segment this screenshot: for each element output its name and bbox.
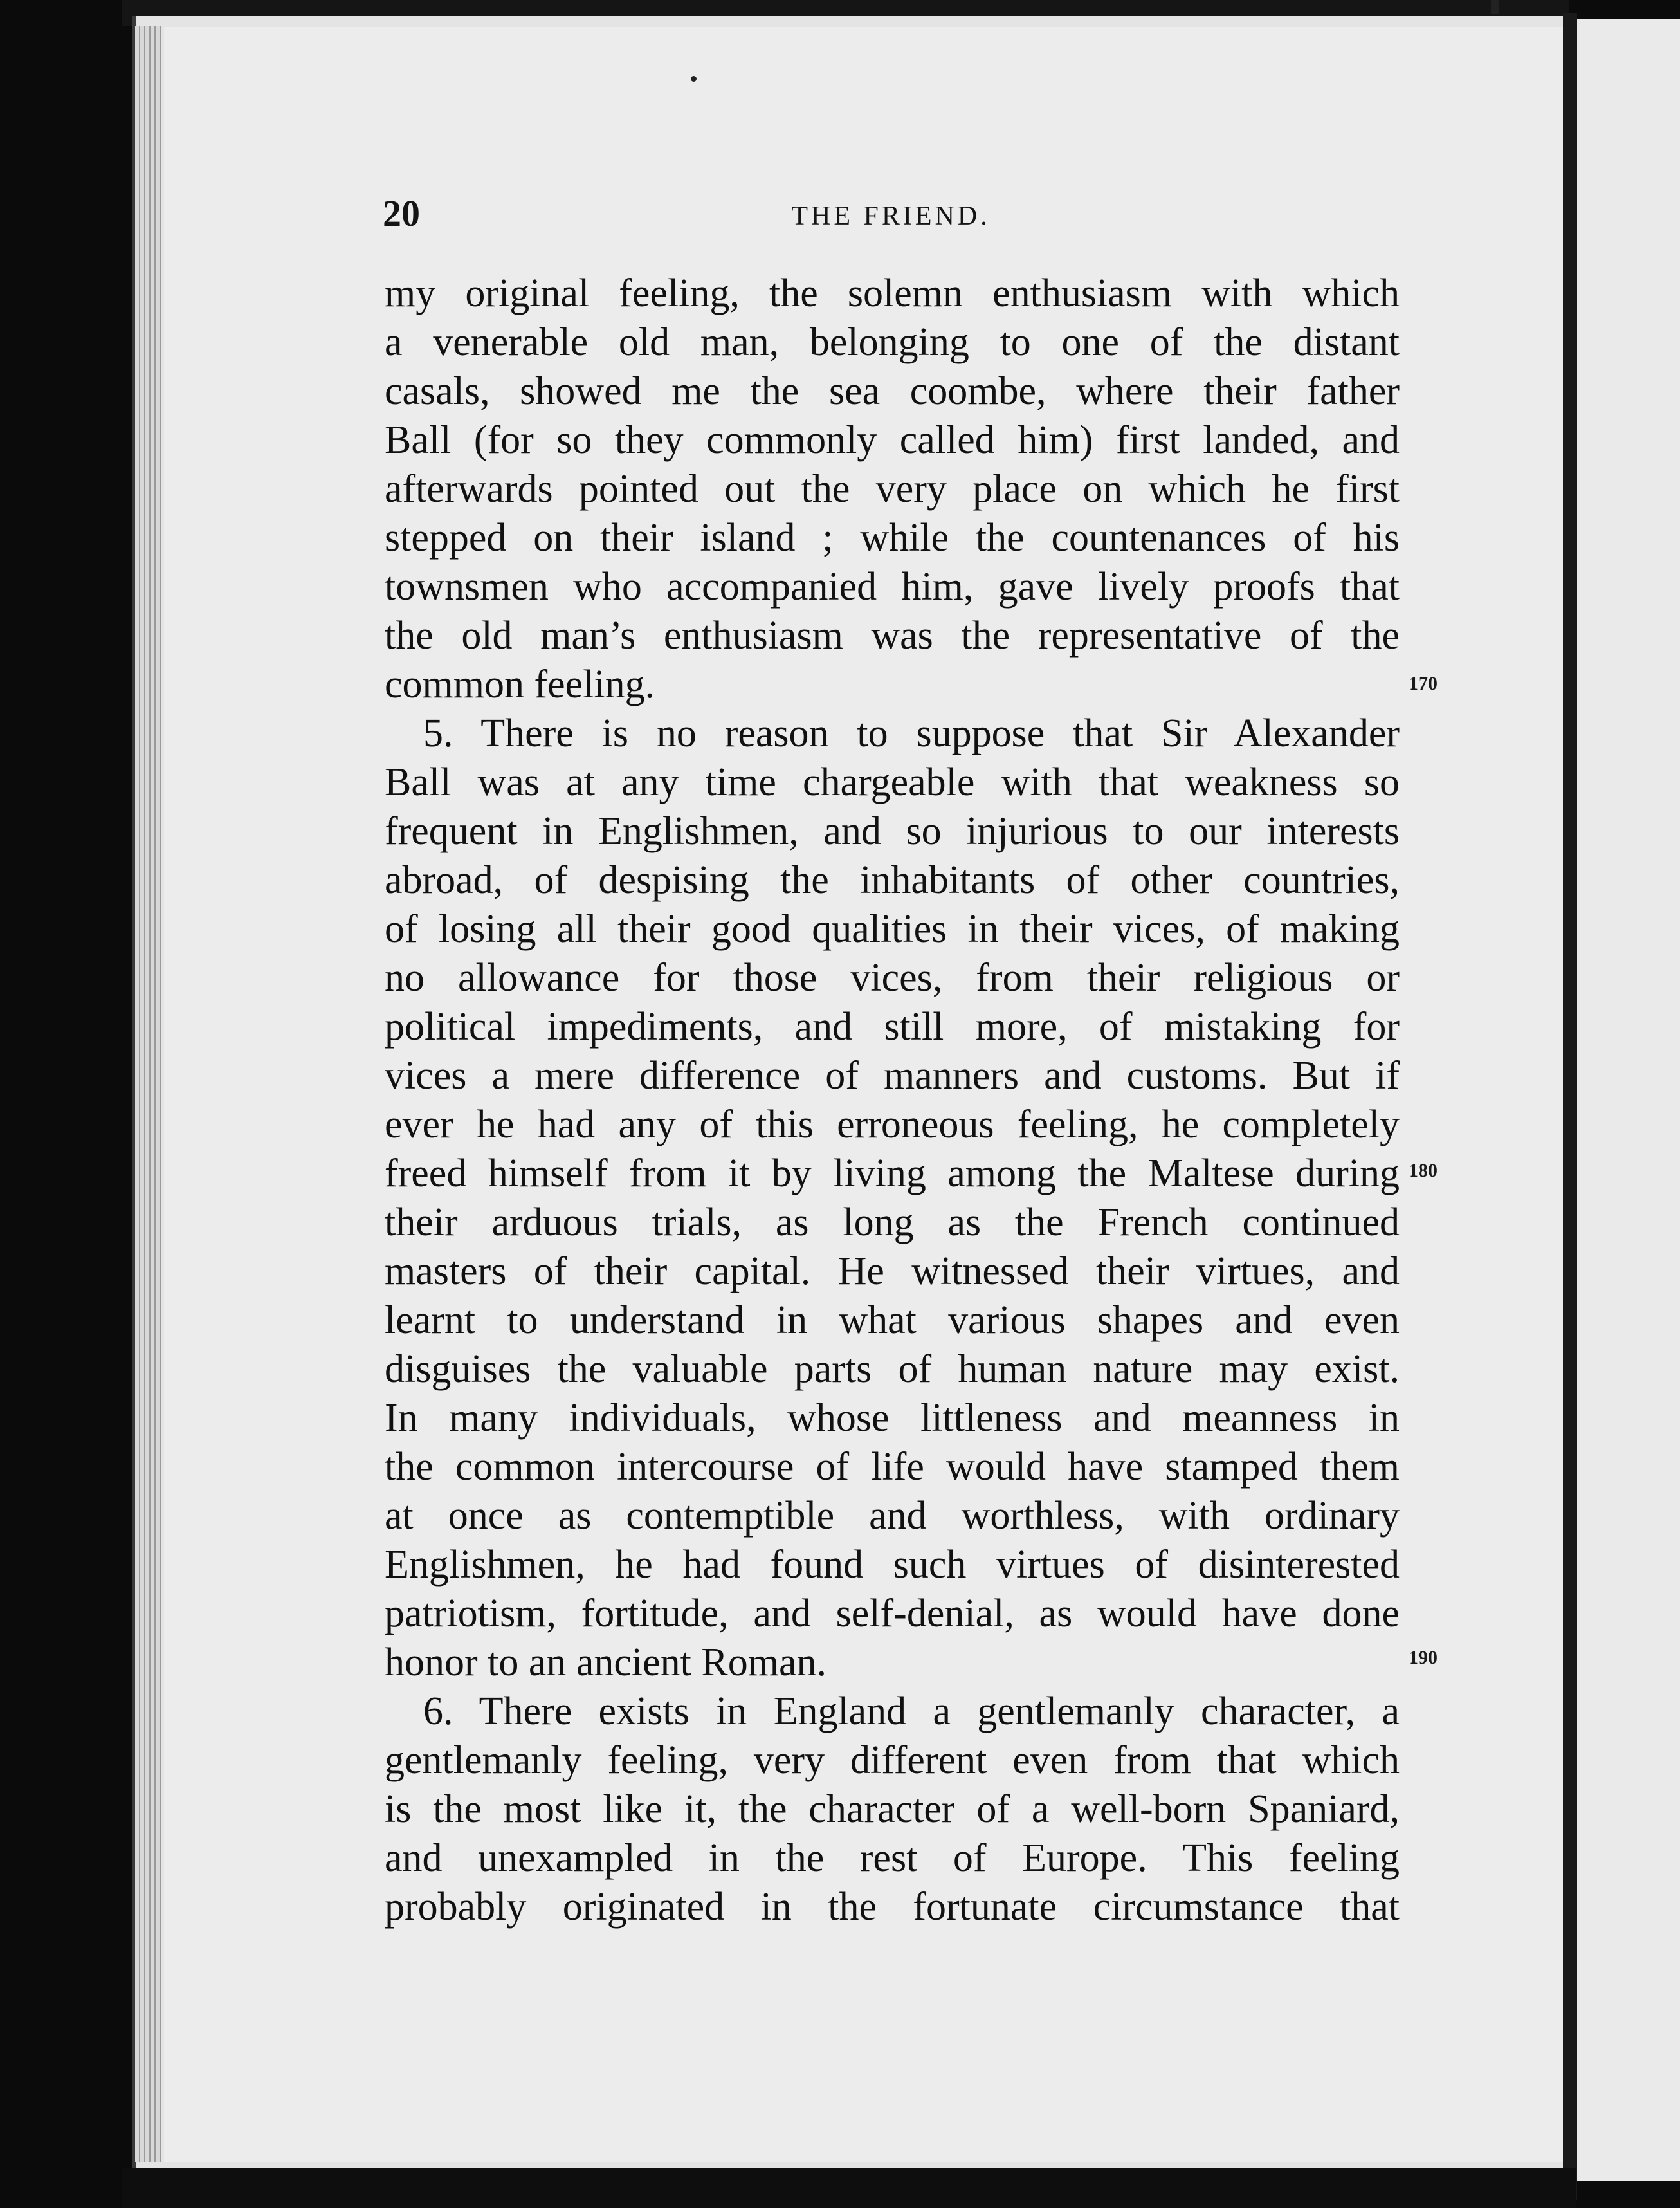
body-text	[385, 269, 1400, 1931]
text-line: vices a mere difference of manners and customs. But if	[385, 1054, 1400, 1098]
text-line: and unexampled in the rest of Europe. This feeling	[385, 1836, 1400, 1880]
ink-speck	[1491, 0, 1499, 14]
paragraph-start-6: 6. There exists in England a gentlemanly character, a	[423, 1689, 1400, 1733]
text-line: learnt to understand in what various shapes and even	[385, 1298, 1400, 1342]
text-line: casals, showed me the sea coombe, where their father	[385, 369, 1400, 413]
text-line: patriotism, fortitude, and self-denial, as would have done	[385, 1592, 1400, 1635]
text-line: gentlemanly feeling, very different even from that which	[385, 1738, 1400, 1782]
text-line: frequent in Englishmen, and so injurious to our interests	[385, 809, 1400, 853]
text-line: honor to an ancient Roman.	[385, 1641, 826, 1684]
page-header	[383, 192, 1399, 237]
text-line: of losing all their good qualities in their vices, of making	[385, 907, 1400, 951]
margin-line-number: 170	[1409, 673, 1438, 694]
margin-line-number: 190	[1409, 1647, 1438, 1668]
facing-page	[1577, 19, 1680, 2181]
text-line: disguises the valuable parts of human nature may exist.	[385, 1347, 1400, 1391]
text-line: probably originated in the fortunate circumstance that	[385, 1885, 1400, 1929]
text-line: my original feeling, the solemn enthusiasm with which	[385, 271, 1400, 315]
text-line: their arduous trials, as long as the French continued	[385, 1201, 1400, 1244]
text-line: at once as contemptible and worthless, with ordinary	[385, 1494, 1400, 1538]
text-line: stepped on their island ; while the countenances of his	[385, 516, 1400, 560]
text-line: abroad, of despising the inhabitants of other countries,	[385, 858, 1400, 902]
running-title: THE FRIEND.	[791, 201, 991, 231]
scan-border-bottom	[122, 2168, 1576, 2208]
text-line: masters of their capital. He witnessed their virtues, and	[385, 1249, 1400, 1293]
text-line: the old man’s enthusiasm was the representative of the	[385, 614, 1400, 658]
text-line: ever he had any of this erroneous feeling, he completely	[385, 1103, 1400, 1146]
text-line: Ball was at any time chargeable with that weakness so	[385, 760, 1400, 804]
text-line: Englishmen, he had found such virtues of disinterested	[385, 1543, 1400, 1587]
text-line: In many individuals, whose littleness and meanness in	[385, 1396, 1400, 1440]
paragraph-start-5: 5. There is no reason to suppose that Sir Alexander	[423, 712, 1400, 755]
text-line: the common intercourse of life would have stamped them	[385, 1445, 1400, 1489]
text-line: is the most like it, the character of a well-born Spaniard,	[385, 1787, 1400, 1831]
text-line: townsmen who accompanied him, gave lively proofs that	[385, 565, 1400, 609]
text-line: no allowance for those vices, from their religious or	[385, 956, 1400, 1000]
text-line: political impediments, and still more, of mistaking for	[385, 1005, 1400, 1049]
text-line: Ball (for so they commonly called him) first landed, and	[385, 418, 1400, 462]
ink-speck	[691, 76, 697, 82]
text-line: freed himself from it by living among the Maltese during	[385, 1152, 1400, 1195]
text-line: a venerable old man, belonging to one of the distant	[385, 320, 1400, 364]
margin-line-number: 180	[1409, 1160, 1438, 1181]
facing-gutter	[1563, 13, 1577, 2200]
text-line: afterwards pointed out the very place on which he first	[385, 467, 1400, 511]
text-line: common feeling.	[385, 663, 655, 706]
page-edges	[135, 26, 161, 2162]
page-number: 20	[383, 192, 420, 234]
